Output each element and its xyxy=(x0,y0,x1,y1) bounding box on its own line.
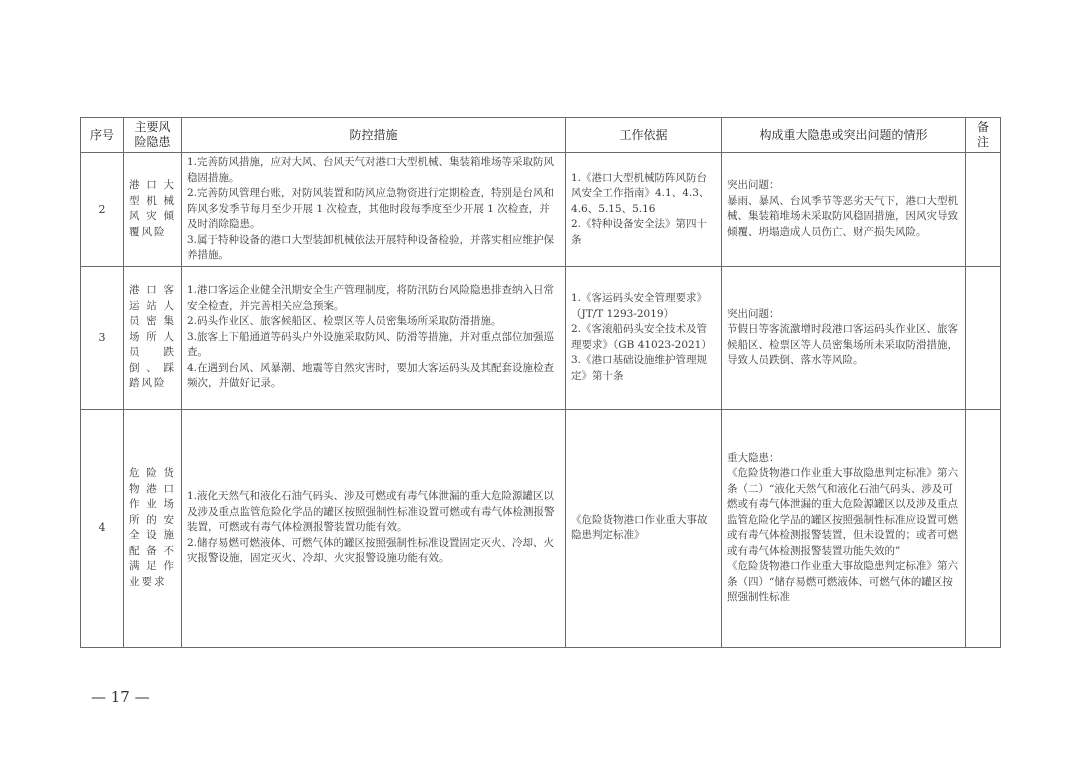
basis-item: 2.《客滚船码头安全技术及管理要求》（GB 41023-2021） xyxy=(571,323,712,351)
header-remark xyxy=(966,118,1001,153)
page-number: — 17 — xyxy=(91,688,150,706)
header-risk-line2: 险隐患 xyxy=(134,135,171,149)
header-issue: 构成重大隐患或突出问题的情形 xyxy=(722,118,966,153)
issue-item: 暴雨、暴风、台风季节等恶劣天气下，港口大型机械、集装箱堆场未采取防风稳固措施，因风灾导致倾覆、坍塌造成人员伤亡、财产损失风险。 xyxy=(727,194,958,238)
header-remark-line2: 注 xyxy=(976,135,989,149)
table-header-row xyxy=(81,118,1001,153)
basis-item: 2.《特种设备安全法》第四十条 xyxy=(571,218,708,246)
basis-item: 《危险货物港口作业重大事故隐患判定标准》 xyxy=(571,513,708,541)
measure-item: 1.港口客运企业健全汛期安全生产管理制度，将防汛防台风险隐患排查纳入日常安全检查，并完善相关应急预案。 xyxy=(187,284,555,312)
header-measures: 防控措施 xyxy=(182,118,566,153)
row-remark xyxy=(966,409,1001,647)
measure-item: 1.完善防风措施，应对大风、台风天气对港口大型机械、集装箱堆场等采取防风稳固措施。 xyxy=(187,156,555,184)
row-risk: 港口大型机械风灾倾覆风险 xyxy=(124,153,182,267)
issue-item: 重大隐患： xyxy=(727,451,780,464)
row-risk: 危险货物港口作业场所的安全设施配备不满足作业要求 xyxy=(124,409,182,647)
basis-item: 1.《客运码头安全管理要求》（JT/T 1293-2019） xyxy=(571,292,708,320)
row-remark xyxy=(966,153,1001,267)
row-measures xyxy=(182,409,566,647)
row-issue xyxy=(722,153,966,267)
row-measures xyxy=(182,266,566,409)
row-measures xyxy=(182,153,566,267)
measure-item: 2.储存易燃可燃液体、可燃气体的罐区按照强制性标准设置固定灭火、冷却、火灾报警设施，固定灭火、冷却、火灾报警设施功能有效。 xyxy=(187,536,555,565)
header-basis: 工作依据 xyxy=(566,118,722,153)
issue-item: 节假日等客流激增时段港口客运码头作业区、旅客候船区、检票区等人员密集场所未采取防滑措施，导致人员跌倒、落水等风险。 xyxy=(727,323,958,366)
row-basis xyxy=(566,409,722,647)
row-seq: 3 xyxy=(81,266,124,409)
table-row xyxy=(81,266,1001,409)
header-remark-line1: 备 xyxy=(976,120,989,134)
header-risk xyxy=(124,118,182,153)
measure-item: 3.属于特种设备的港口大型装卸机械依法开展特种设备检验，并落实相应维护保养措施。 xyxy=(187,233,555,261)
issue-item: 突出问题： xyxy=(727,307,780,320)
row-risk: 港口客运站人员密集场所人员跌倒、踩踏风险 xyxy=(124,266,182,409)
table-row xyxy=(81,409,1001,647)
row-issue xyxy=(722,409,966,647)
header-seq: 序号 xyxy=(81,118,124,153)
row-seq: 2 xyxy=(81,153,124,267)
row-remark xyxy=(966,266,1001,409)
basis-item: 3.《港口基础设施维护管理规定》第十条 xyxy=(571,354,708,382)
row-basis xyxy=(566,266,722,409)
row-issue xyxy=(722,266,966,409)
risk-control-table xyxy=(80,117,1001,648)
row-seq: 4 xyxy=(81,409,124,647)
issue-item: 《危险货物港口作业重大事故隐患判定标准》第六条（四）“储存易燃可燃液体、可燃气体的罐区按照强制性标准 xyxy=(727,560,958,603)
issue-item: 突出问题： xyxy=(727,179,780,192)
row-basis xyxy=(566,153,722,267)
header-risk-line1: 主要风 xyxy=(134,120,171,134)
measure-item: 2.码头作业区、旅客候船区、检票区等人员密集场所采取防滑措施。 xyxy=(187,315,502,328)
measure-item: 3.旅客上下船通道等码头户外设施采取防风、防滑等措施，并对重点部位加强巡查。 xyxy=(187,330,555,359)
measure-item: 4.在遇到台风、风暴潮、地震等自然灾害时，要加大客运码头及其配套设施检查频次，并做好记录。 xyxy=(187,361,555,390)
basis-item: 1.《港口大型机械防阵风防台风安全工作指南》4.1、4.3、4.6、5.15、5.16 xyxy=(571,171,710,215)
measure-item: 1.液化天然气和液化石油气码头、涉及可燃或有毒气体泄漏的重大危险源罐区以及涉及重点监管危险化学品的罐区按照强制性标准设置可燃或有毒气体检测报警装置，可燃或有毒气体检测报警装置功能有效。 xyxy=(187,490,555,534)
table-row xyxy=(81,153,1001,267)
measure-item: 2.完善防风管理台账，对防风装置和防风应急物资进行定期检查，特别是台风和阵风多发季节每月至少开展 1 次检查，其他时段每季度至少开展 1 次检查，并及时消除隐患。 xyxy=(187,187,555,230)
issue-item: 《危险货物港口作业重大事故隐患判定标准》第六条（二）“液化天然气和液化石油气码头、涉及可燃或有毒气体泄漏的重大危险源罐区以及涉及重点监管危险化学品的罐区按照强制性标准应设置可燃或有毒气体检测报警装置，但未设置的；或者可燃或有毒气体检测报警装置功能失效的” xyxy=(727,467,958,557)
